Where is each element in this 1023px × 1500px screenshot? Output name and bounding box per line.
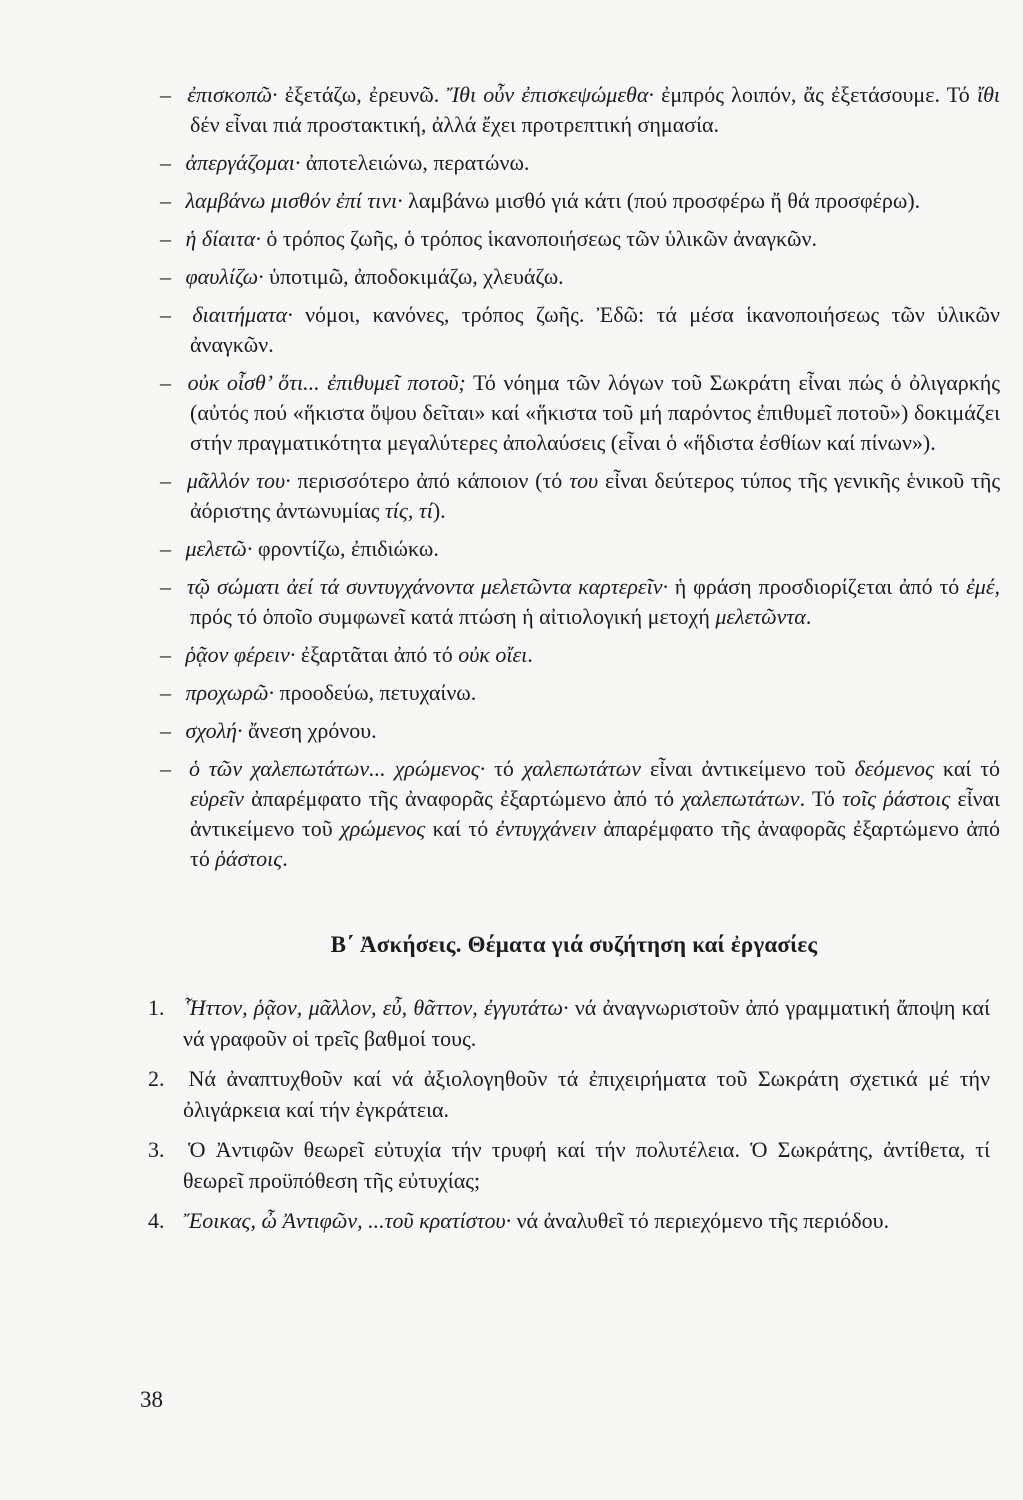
entry-definition: τό — [494, 756, 514, 781]
entry-definition: ὁ τρόπος ζωῆς, ὁ τρόπος ἱκανοποιήσεως τῶν ὑλικῶν ἀναγκῶν. — [266, 226, 817, 251]
entry-definition: πρός τό ὁποῖο συμφωνεῖ κατά πτώση ἡ αἰτιολογική μετοχή — [190, 604, 710, 629]
entry-definition: δέν εἶναι πιά προστακτική, ἀλλά ἔχει προτρεπτική σημασία. — [190, 112, 720, 137]
entry-definition: ἐξετάζω, ἐρευνῶ. — [284, 82, 440, 107]
entry-cited-word: τίς, τί — [384, 498, 433, 523]
exercise-item — [148, 1134, 990, 1196]
page-number: 38 — [140, 1387, 163, 1412]
glossary-entry — [160, 224, 1000, 254]
entry-dash: – — [160, 370, 171, 395]
entry-definition: καί τό — [432, 816, 489, 841]
entry-cited-word: εὑρεῖν — [190, 786, 244, 811]
exercise-number: 3. — [148, 1137, 165, 1162]
entry-dash: – — [160, 536, 171, 561]
exercise-text: Νά ἀναπτυχθοῦν καί νά ἀξιολογηθοῦν τά ἐπιχειρήματα τοῦ Σωκράτη σχετικά μέ τήν ὀλιγάρκεια καί τήν ἐγκράτεια. — [183, 1066, 991, 1122]
entry-term: τῷ σώματι ἀεί τά συντυγχάνοντα μελετῶντα καρτερεῖν· — [186, 574, 668, 599]
entry-cited-word: χρώμενος — [340, 816, 426, 841]
entry-cited-word: χαλεπωτάτων — [681, 786, 800, 811]
entry-definition: . Τό — [799, 786, 835, 811]
entry-term: οὐκ οἶσθ’ ὅτι... ἐπιθυμεῖ ποτοῦ; — [187, 370, 466, 395]
glossary-list — [160, 80, 1000, 874]
entry-dash: – — [160, 468, 171, 493]
glossary-entry — [160, 572, 1000, 632]
entry-dash: – — [160, 82, 171, 107]
glossary-entry — [160, 300, 1000, 360]
entry-definition: ἐξαρτᾶται ἀπό τό — [300, 642, 453, 667]
exercise-item — [148, 992, 990, 1054]
glossary-entry — [160, 80, 1000, 140]
entry-definition: εἶναι δεύτερος τύπος τῆς γενικῆς ἑνικοῦ τῆς ἀόριστης ἀντωνυμίας — [190, 468, 1001, 523]
glossary-entry — [160, 716, 1000, 746]
entry-term: ὁ τῶν χαλεπωτάτων... χρώμενος· — [188, 756, 486, 781]
entry-dash: – — [160, 756, 171, 781]
entry-definition: . — [805, 604, 812, 629]
glossary-entry — [160, 262, 1000, 292]
entry-term: ἡ δίαιτα· — [185, 226, 261, 251]
entry-definition: λαμβάνω μισθό γιά κάτι (πού προσφέρω ἤ θά προσφέρω). — [408, 188, 921, 213]
entry-dash: – — [160, 302, 171, 327]
glossary-entry — [160, 368, 1000, 458]
entry-definition: καί τό — [942, 756, 1001, 781]
entry-definition: φροντίζω, ἐπιδιώκω. — [257, 536, 439, 561]
entry-term: ἐπισκοπῶ· — [187, 82, 278, 107]
entry-dash: – — [160, 642, 171, 667]
entry-definition: ἄνεση χρόνου. — [248, 718, 377, 743]
entry-dash: – — [160, 188, 171, 213]
page-content — [148, 80, 1000, 1245]
entry-term: διαιτήματα· — [192, 302, 293, 327]
entry-definition: . — [527, 642, 533, 667]
entry-definition: περισσότερο ἀπό κάποιον (τό — [297, 468, 563, 493]
entry-term: μᾶλλόν του· — [186, 468, 291, 493]
glossary-entry — [160, 186, 1000, 216]
exercise-text: νά ἀναλυθεῖ τό περιεχόμενο τῆς περιόδου. — [516, 1208, 890, 1233]
exercise-item — [148, 1063, 990, 1125]
glossary-entry — [160, 754, 1000, 874]
exercise-quote: Ἧττον, ῥᾷον, μᾶλλον, εὖ, θᾶττον, ἐγγυτάτω· — [184, 995, 569, 1020]
entry-cited-word: ἐμέ, — [966, 574, 1001, 599]
entry-definition: εἶναι ἀντικείμενο τοῦ — [190, 786, 1001, 841]
entry-term: προχωρῶ· — [185, 680, 274, 705]
entry-definition: Τό νόημα τῶν λόγων τοῦ Σωκράτη εἶναι πώς ὁ ὀλιγαρκής (αὐτός πού «ἥκιστα ὄψου δεῖται» καί «ἥκιστα τοῦ μή παρόντος ἐπιθυμεῖ ποτοῦ») δοκιμάζει στήν πραγματικότητα μεγαλύτερες ἀπολαύσεις (εἶναι ὁ «ἥδιστα ἐσθίων καί πίνων»). — [190, 370, 1001, 455]
entry-definition: ἡ φράση προσδιορίζεται ἀπό τό — [674, 574, 960, 599]
entry-dash: – — [160, 264, 171, 289]
entry-term: ῥᾷον φέρειν· — [185, 642, 296, 667]
entry-term: φαυλίζω· — [185, 264, 264, 289]
glossary-entry — [160, 534, 1000, 564]
entry-definition: ἐμπρός λοιπόν, ἄς ἐξετάσουμε. Τό — [661, 82, 970, 107]
entry-cited-word: του — [569, 468, 599, 493]
glossary-entry — [160, 148, 1000, 178]
entry-cited-word: οὐκ οἴει — [458, 642, 528, 667]
entry-term: μελετῶ· — [185, 536, 253, 561]
entry-cited-word: μελετῶντα — [715, 604, 806, 629]
entry-definition: ὑποτιμῶ, ἀποδοκιμάζω, χλευάζω. — [269, 264, 564, 289]
entry-cited-word: ἐντυγχάνειν — [495, 816, 596, 841]
exercise-text: Ὁ Ἀντιφῶν θεωρεῖ εὐτυχία τήν τρυφή καί τήν πολυτέλεια. Ὁ Σωκράτης, ἀντίθετα, τί θεωρεῖ προϋπόθεση τῆς εὐτυχίας; — [183, 1137, 991, 1193]
entry-definition: ἀπαρέμφατο τῆς ἀναφορᾶς ἐξαρτώμενο ἀπό τό — [190, 816, 1001, 871]
entry-term: ἀπεργάζομαι· — [185, 150, 301, 175]
entry-dash: – — [160, 574, 171, 599]
entry-term: λαμβάνω μισθόν ἐπί τινι· — [185, 188, 403, 213]
entry-dash: – — [160, 680, 171, 705]
entry-definition: προοδεύω, πετυχαίνω. — [279, 680, 477, 705]
exercise-text: νά ἀναγνωριστοῦν ἀπό γραμματική ἄποψη καί νά γραφοῦν οἱ τρεῖς βαθμοί τους. — [183, 995, 991, 1051]
entry-dash: – — [160, 226, 171, 251]
entry-definition: εἶναι ἀντικείμενο τοῦ — [650, 756, 846, 781]
exercise-quote: Ἔοικας, ὦ Ἀντιφῶν, ...τοῦ κρατίστου· — [183, 1208, 512, 1233]
exercise-list — [148, 992, 990, 1236]
entry-definition: ἀπαρέμφατο τῆς ἀναφορᾶς ἐξαρτώμενο ἀπό τό — [251, 786, 675, 811]
glossary-entry — [160, 640, 1000, 670]
entry-cited-word: ῥάστοις — [215, 846, 283, 871]
entry-cited-word: τοῖς ῥάστοις — [842, 786, 951, 811]
entry-term: σχολή· — [185, 718, 243, 743]
entry-dash: – — [160, 718, 171, 743]
exercise-number: 2. — [148, 1066, 165, 1091]
exercise-number: 1. — [148, 995, 165, 1020]
entry-cited-word: δεόμενος — [854, 756, 934, 781]
glossary-entry — [160, 678, 1000, 708]
exercise-item — [148, 1205, 990, 1236]
exercise-number: 4. — [148, 1208, 165, 1233]
entry-definition: ἀποτελειώνω, περατώνω. — [305, 150, 530, 175]
entry-cited-word: ἴθι — [976, 82, 1000, 107]
entry-dash: – — [160, 150, 171, 175]
entry-definition: . — [282, 846, 288, 871]
glossary-entry — [160, 466, 1000, 526]
entry-definition: νόμοι, κανόνες, τρόπος ζωῆς. Ἐδῶ: τά μέσα ἱκανοποιήσεως τῶν ὑλικῶν ἀναγκῶν. — [190, 302, 1000, 357]
entry-cited-word: χαλεπωτάτων — [522, 756, 642, 781]
entry-definition: ). — [432, 498, 446, 523]
section-heading: Β΄ Ἀσκήσεις. Θέματα γιά συζήτηση καί ἐργασίες — [330, 932, 818, 957]
entry-cited-phrase: Ἴθι οὖν ἐπισκεψώμεθα· — [446, 82, 654, 107]
